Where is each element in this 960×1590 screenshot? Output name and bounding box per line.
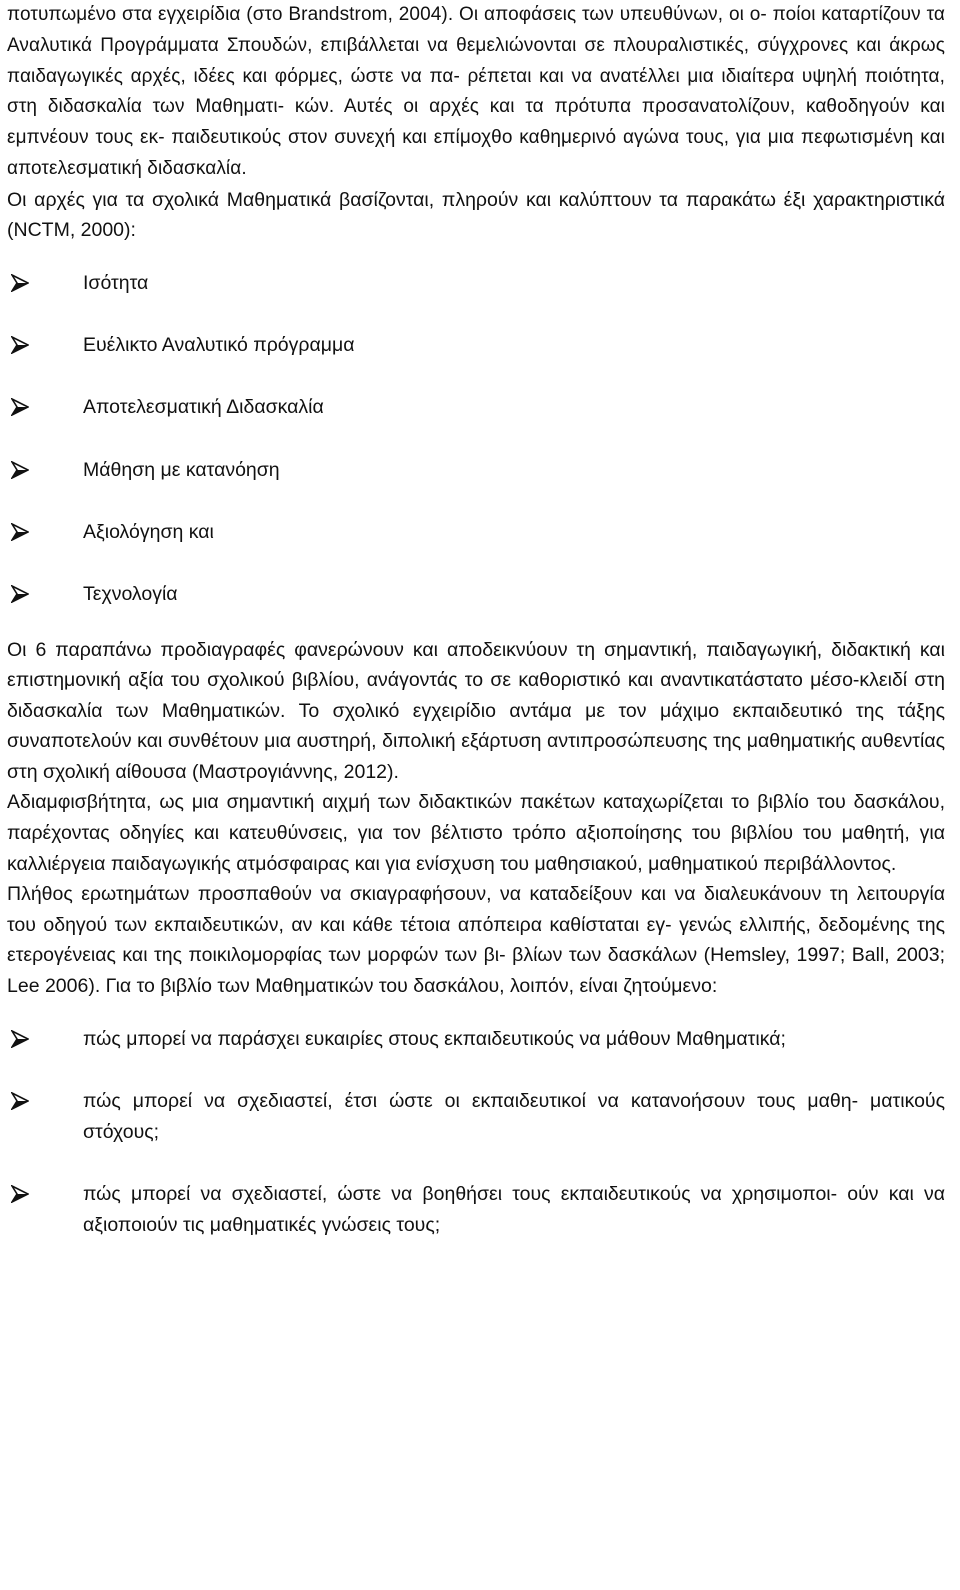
list-item [7,1024,945,1055]
principles-list [7,268,945,610]
questions-paragraph: Πλήθος ερωτημάτων προσπαθούν να σκιαγραφήσουν, να καταδείξουν και να διαλευκάνουν τη λειτουργία του οδηγού των εκπαιδευτικών, αν και κάθε τέτοια απόπειρα καθίσταται εγ- γενώς ελλιπής, δεδομένης της ετερογένειας και της ποικιλομορφίας των μορφών των βι- βλίων των δασκάλων (Hemsley, 1997; Ball, 2003; Lee 2006). Για το βιβλίο των Μαθηματικών του δασκάλου, λοιπόν, είναι ζητούμενο: [7,883,945,998]
list-item [7,268,945,299]
list-item-text: πώς μπορεί να παράσχει ευκαιρίες στους εκπαιδευτικούς να μάθουν Μαθηματικά; [83,1027,786,1050]
list-item-text: Ισότητα [83,271,149,294]
list-item [7,517,945,548]
arrowhead-bullet-icon [11,523,29,541]
list-item-text: Αξιολόγηση και [83,520,214,543]
arrowhead-bullet-icon [11,1030,29,1048]
arrowhead-bullet-icon [11,398,29,416]
list-item-text: πώς μπορεί να σχεδιαστεί, έτσι ώστε οι εκπαιδευτικοί να κατανοήσουν τους μαθη- ματικούς στόχους; [83,1090,945,1143]
arrowhead-bullet-icon [11,1092,29,1110]
intro-paragraph: ποτυπωμένο στα εγχειρίδια (στο Brandstrom, 2004). Οι αποφάσεις των υπευθύνων, οι ο- ποίοι καταρτίζουν τα Αναλυτικά Προγράμματα Σπουδών, επιβάλλεται να θεμελιώνονται σε πλουραλιστικές, σύγχρονες και άκρως παιδαγωγικές αρχές, ιδέες και φόρμες, ώστε να πα- ρέπεται και να ανατέλλει μια ιδιαίτερα υψηλή ποιότητα, στη διδασκαλία των Μαθηματι- κών. Αυτές οι αρχές και τα πρότυπα προσανατολίζουν, καθοδηγούν και εμπνέουν τους εκ- παιδευτικούς στον συνεχή και επίμοχθο καθημερινό αγώνα τους, για μια πεφωτισμένη και αποτελεσματική διδασκαλία. [7,4,945,179]
list-item [7,330,945,361]
list-item [7,1179,945,1240]
arrowhead-bullet-icon [11,274,29,292]
arrowhead-bullet-icon [11,336,29,354]
arrowhead-bullet-icon [11,1185,29,1203]
list-item [7,1086,945,1147]
list-item-text: Μάθηση με κατανόηση [83,458,280,481]
principles-intro-paragraph: Οι αρχές για τα σχολικά Μαθηματικά βασίζονται, πληρούν και καλύπτουν τα παρακάτω έξι χαρακτηριστικά (NCTM, 2000): [7,188,945,242]
list-item [7,455,945,486]
document-page [7,0,945,1241]
arrowhead-bullet-icon [11,585,29,603]
list-item-text: Τεχνολογία [83,582,178,605]
arrowhead-bullet-icon [11,461,29,479]
list-item-text: Ευέλικτο Αναλυτικό πρόγραμμα [83,334,355,357]
questions-list [7,1024,945,1241]
list-item-text: Αποτελεσματική Διδασκαλία [83,396,324,419]
specs-paragraph: Οι 6 παραπάνω προδιαγραφές φανερώνουν και αποδεικνύουν τη σημαντική, παιδαγωγική, διδακτική και επιστημονική αξία του σχολικού βιβλίου, ανάγοντάς το σε καθοριστικό και αναντικατάστατο μέσο-κλειδί στη διδασκαλία των Μαθηματικών. Το σχολικό εγχειρίδιο αντάμα με τον μάχιμο εκπαιδευτικό της τάξης συναποτελούν και συνθέτουν μια αυστηρή, διπολική εξάρτυση αντιπροσώπευσης της μαθηματικής αυθεντίας στη σχολική αίθουσα (Μαστρογιάννης, 2012). [7,638,945,783]
list-item-text: πώς μπορεί να σχεδιαστεί, ώστε να βοηθήσει τους εκπαιδευτικούς να χρησιμοποι- ούν και να αξιοποιούν τις μαθηματικές γνώσεις τους; [83,1183,945,1236]
list-item [7,579,945,610]
teacher-book-paragraph: Αδιαμφισβήτητα, ως μια σημαντική αιχμή των διδακτικών πακέτων καταχωρίζεται το βιβλίο του δασκάλου, παρέχοντας οδηγίες και κατευθύνσεις, για τον βέλτιστο τρόπο αξιοποίησης του βιβλίου του μαθητή, για καλλιέργεια παιδαγωγικής ατμόσφαιρας και για ενίσχυση του μαθησιακού, μαθηματικού περιβάλλοντος. [7,791,945,875]
list-item [7,392,945,423]
